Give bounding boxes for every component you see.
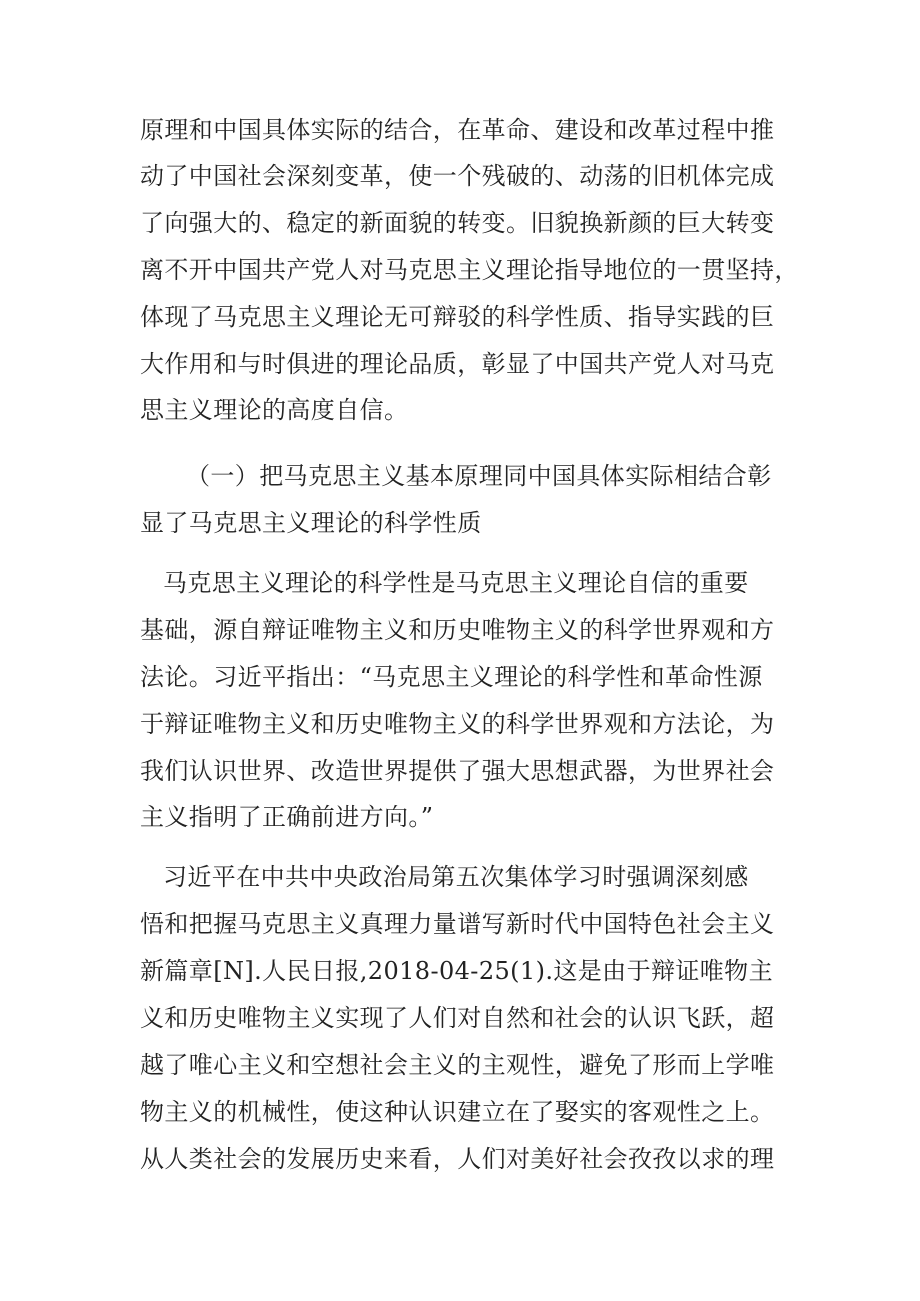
section-heading-line: （一）把马克思主义基本原理同中国具体实际相结合彰 [186, 462, 772, 490]
text-line: 物主义的机械性，使这种认识建立在了娶实的客观性之上。 [140, 1098, 775, 1126]
text-line: 基础，源自辩证唯物主义和历史唯物主义的科学世界观和方 [140, 616, 775, 644]
text-line: 体现了马克思主义理论无可辩驳的科学性质、指导实践的巨 [140, 303, 775, 331]
text-line: 离不开中国共产党人对马克思主义理论指导地位的一贯坚持， [140, 256, 799, 284]
text-line: 义和历史唯物主义实现了人们对自然和社会的认识飞跃，超 [140, 1004, 775, 1032]
text-line: 悟和把握马克思主义真理力量谱写新时代中国特色社会主义 [140, 910, 775, 938]
text-line: 我们认识世界、改造世界提供了强大思想武器，为世界社会 [140, 757, 775, 785]
text-line: 原理和中国具体实际的结合，在革命、建设和改革过程中推 [140, 116, 775, 144]
text-line: 越了唯心主义和空想社会主义的主观性，避免了形而上学唯 [140, 1051, 775, 1079]
text-line: 习近平在中共中央政治局第五次集体学习时强调深刻感 [163, 863, 749, 891]
text-line: 于辩证唯物主义和历史唯物主义的科学世界观和方法论，为 [140, 710, 775, 738]
text-line: 马克思主义理论的科学性是马克思主义理论自信的重要 [163, 569, 749, 597]
text-line: 从人类社会的发展历史来看，人们对美好社会孜孜以求的理 [140, 1145, 775, 1173]
section-heading-line: 显了马克思主义理论的科学性质 [140, 509, 482, 537]
text-line: 大作用和与时俱进的理论品质，彰显了中国共产党人对马克 [140, 350, 775, 378]
text-line: 思主义理论的高度自信。 [140, 396, 409, 424]
text-line: 新篇章[N].人民日报,2018-04-25(1).这是由于辩证唯物主 [140, 957, 773, 985]
text-line: 动了中国社会深刻变革，使一个残破的、动荡的旧机体完成 [140, 162, 775, 190]
text-line: 法论。习近平指出：“马克思主义理论的科学性和革命性源 [140, 663, 763, 691]
text-line: 主义指明了正确前进方向。” [140, 803, 434, 831]
text-line: 了向强大的、稳定的新面貌的转变。旧貌换新颜的巨大转变 [140, 209, 775, 237]
